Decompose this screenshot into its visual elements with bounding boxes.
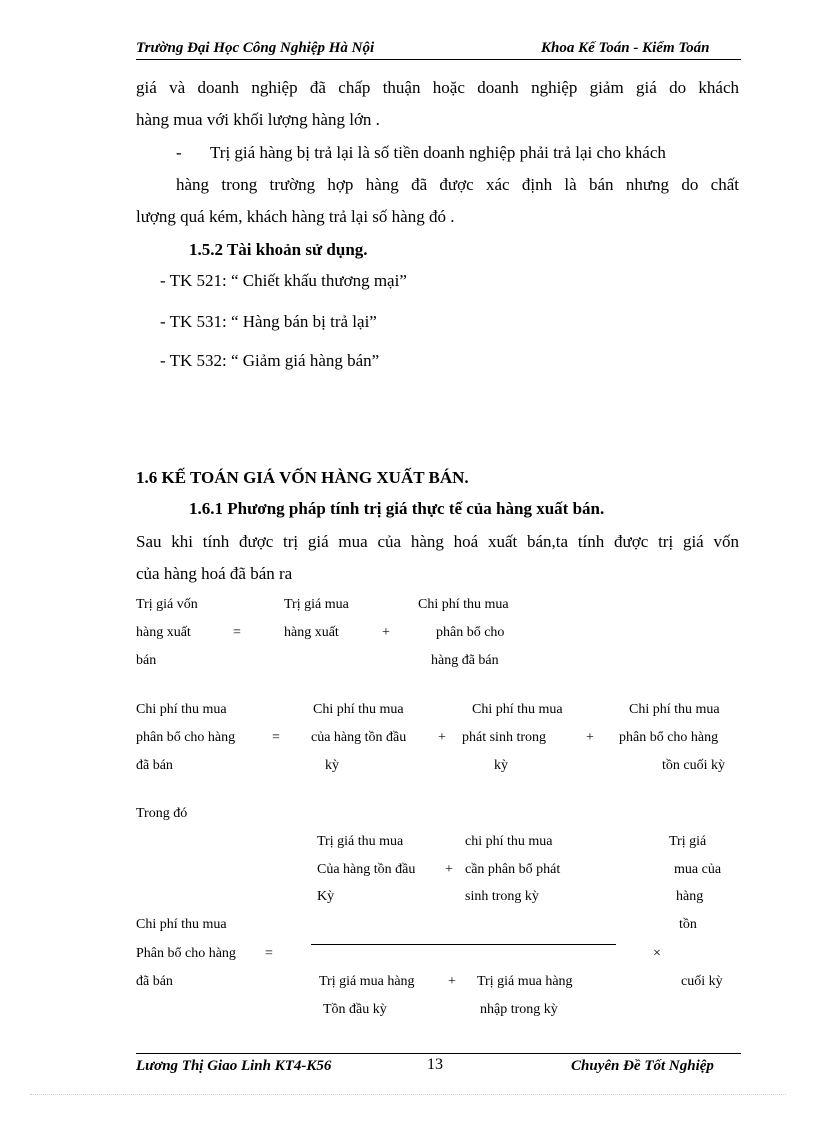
bullet-dash: - — [176, 143, 182, 162]
f2-term1-3: kỳ — [325, 758, 339, 773]
f2-term3-2: phân bổ cho hàng — [619, 730, 719, 745]
f1-term1-1: Trị giá mua — [284, 597, 349, 612]
page-edge-dots — [30, 1094, 786, 1095]
f3-den-term1-2: Tồn đầu kỳ — [323, 1002, 387, 1017]
f3-num-term2-2: cần phân bổ phát — [465, 862, 561, 877]
bullet-line3: lượng quá kém, khách hàng trả lại số hàng đó . — [136, 207, 455, 226]
f3-intro: Trong đó — [136, 806, 188, 821]
footer-rule — [136, 1053, 741, 1054]
f1-lhs-3: bán — [136, 653, 157, 668]
f1-term2-1: Chi phí thu mua — [418, 597, 509, 612]
f3-right-2: mua của — [674, 862, 722, 877]
f3-right-5: cuối kỳ — [681, 974, 723, 989]
f2-lhs-1: Chi phí thu mua — [136, 702, 227, 717]
f1-term1-2: hàng xuất — [284, 625, 339, 640]
f1-equals: = — [233, 625, 241, 640]
f2-term3-3: tồn cuối kỳ — [662, 758, 725, 773]
f2-term1-2: của hàng tồn đầu — [311, 730, 407, 745]
f1-term2-3: hàng đã bán — [431, 653, 499, 668]
f3-lhs-1: Chi phí thu mua — [136, 917, 227, 932]
f3-lhs-3: đã bán — [136, 974, 173, 989]
f3-den-term2-2: nhập trong kỳ — [480, 1002, 558, 1017]
f3-times: × — [653, 946, 661, 961]
section-152-heading: 1.5.2 Tài khoản sử dụng. — [189, 240, 368, 259]
f2-term2-3: kỳ — [494, 758, 508, 773]
f3-right-3: hàng — [676, 889, 704, 904]
f3-num-term2-1: chi phí thu mua — [465, 834, 553, 849]
bullet-line1: Trị giá hàng bị trả lại là số tiền doanh nghiệp phải trả lại cho khách — [210, 143, 666, 162]
f3-den-term2-1: Trị giá mua hàng — [477, 974, 573, 989]
page-number: 13 — [427, 1056, 443, 1073]
f2-term2-2: phát sinh trong — [462, 730, 546, 745]
account-532: - TK 532: “ Giảm giá hàng bán” — [160, 351, 380, 370]
intro-line2: của hàng hoá đã bán ra — [136, 564, 293, 583]
f2-equals: = — [272, 730, 280, 745]
f2-term2-1: Chi phí thu mua — [472, 702, 563, 717]
header-school: Trường Đại Học Công Nghiệp Hà Nội — [136, 40, 375, 56]
header-faculty: Khoa Kế Toán - Kiểm Toán — [541, 40, 710, 56]
f2-lhs-2: phân bổ cho hàng — [136, 730, 236, 745]
account-531: - TK 531: “ Hàng bán bị trả lại” — [160, 312, 377, 331]
f2-term3-1: Chi phí thu mua — [629, 702, 720, 717]
para1-line1: giá và doanh nghiệp đã chấp thuận hoặc doanh nghiệp giảm giá do khách — [136, 78, 739, 97]
section-161-heading: 1.6.1 Phương pháp tính trị giá thực tế của hàng xuất bán. — [189, 499, 605, 518]
f2-plus-2: + — [586, 730, 594, 745]
f3-num-term1-1: Trị giá thu mua — [317, 834, 404, 849]
f3-right-1: Trị giá — [669, 834, 707, 849]
f3-num-term1-3: Kỳ — [317, 889, 335, 904]
f3-num-term2-3: sinh trong kỳ — [465, 889, 539, 904]
f3-den-term1-1: Trị giá mua hàng — [319, 974, 415, 989]
footer-author: Lương Thị Giao Linh KT4-K56 — [136, 1058, 332, 1074]
f1-lhs-2: hàng xuất — [136, 625, 191, 640]
f3-den-plus: + — [448, 974, 456, 989]
footer-title: Chuyên Đề Tốt Nghiệp — [571, 1058, 714, 1074]
f1-plus: + — [382, 625, 390, 640]
f2-lhs-3: đã bán — [136, 758, 173, 773]
f3-lhs-2: Phân bổ cho hàng — [136, 946, 236, 961]
f3-right-4: tồn — [679, 917, 697, 932]
section-16-heading: 1.6 KẾ TOÁN GIÁ VỐN HÀNG XUẤT BÁN. — [136, 468, 469, 487]
account-521: - TK 521: “ Chiết khấu thương mại” — [160, 271, 407, 290]
bullet-line2: hàng trong trường hợp hàng đã được xác định là bán nhưng do chất — [176, 175, 739, 194]
f3-num-term1-2: Của hàng tồn đầu — [317, 862, 416, 877]
f2-plus-1: + — [438, 730, 446, 745]
f2-term1-1: Chi phí thu mua — [313, 702, 404, 717]
f3-num-plus: + — [445, 862, 453, 877]
f1-lhs-1: Trị giá vốn — [136, 597, 198, 612]
para1-line2: hàng mua với khối lượng hàng lớn . — [136, 110, 380, 129]
intro-line1: Sau khi tính được trị giá mua của hàng hoá xuất bán,ta tính được trị giá vốn — [136, 532, 739, 551]
f1-term2-2: phân bổ cho — [436, 625, 505, 640]
fraction-bar — [311, 944, 616, 945]
f3-equals: = — [265, 946, 273, 961]
header-rule — [136, 59, 741, 60]
